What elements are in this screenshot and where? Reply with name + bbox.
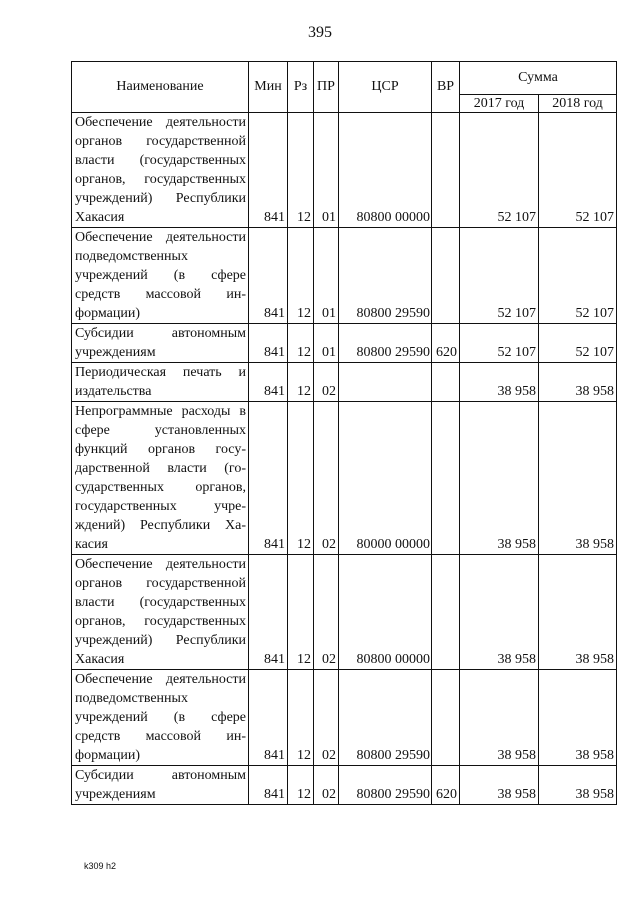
row-min-cell: 841 — [249, 363, 288, 402]
row-2017-cell: 38 958 — [460, 766, 539, 805]
header-min: Мин — [249, 62, 288, 113]
table-row — [72, 402, 617, 555]
header-sum: Сумма — [460, 62, 617, 95]
row-2017-cell: 38 958 — [460, 555, 539, 670]
row-name-cell: Обеспечение деятельности органов государственной власти (государственных органов, государственных учреждений) Республики Хакасия — [72, 555, 249, 670]
header-rz: Рз — [288, 62, 314, 113]
row-rz-cell: 12 — [288, 766, 314, 805]
row-rz-cell: 12 — [288, 113, 314, 228]
row-csr-cell: 80800 00000 — [339, 113, 432, 228]
row-2018-cell: 38 958 — [539, 363, 617, 402]
row-csr-cell: 80800 29590 — [339, 670, 432, 766]
row-name-cell: Субсидии автономным учреждениям — [72, 324, 249, 363]
row-vr-cell — [432, 363, 460, 402]
header-year-2017: 2017 год — [460, 95, 539, 113]
row-pr-cell: 02 — [314, 402, 339, 555]
row-pr-cell: 02 — [314, 363, 339, 402]
row-min-cell: 841 — [249, 113, 288, 228]
row-csr-cell: 80800 29590 — [339, 766, 432, 805]
row-name-cell: Периодическая печать и издательства — [72, 363, 249, 402]
header-year-2018: 2018 год — [539, 95, 617, 113]
row-csr-cell — [339, 363, 432, 402]
row-rz-cell: 12 — [288, 555, 314, 670]
row-vr-cell: 620 — [432, 766, 460, 805]
row-rz-cell: 12 — [288, 324, 314, 363]
row-vr-cell — [432, 670, 460, 766]
row-pr-cell: 01 — [314, 113, 339, 228]
row-pr-cell: 02 — [314, 555, 339, 670]
row-name-cell: Субсидии автономным учреждениям — [72, 766, 249, 805]
row-csr-cell: 80800 29590 — [339, 228, 432, 324]
row-rz-cell: 12 — [288, 228, 314, 324]
row-min-cell: 841 — [249, 402, 288, 555]
row-pr-cell: 01 — [314, 228, 339, 324]
row-vr-cell — [432, 555, 460, 670]
row-min-cell: 841 — [249, 670, 288, 766]
row-rz-cell: 12 — [288, 402, 314, 555]
row-2017-cell: 52 107 — [460, 324, 539, 363]
footer-code: k309 h2 — [84, 861, 117, 871]
row-name-cell: Обеспечение деятельности подведомственных учреждений (в сфере средств массовой информации) — [72, 228, 249, 324]
page-number: 395 — [308, 24, 332, 41]
row-name-cell: Обеспечение деятельности подведомственных учреждений (в сфере средств массовой информации) — [72, 670, 249, 766]
row-2017-cell: 38 958 — [460, 363, 539, 402]
row-pr-cell: 02 — [314, 766, 339, 805]
row-2018-cell: 38 958 — [539, 670, 617, 766]
row-pr-cell: 02 — [314, 670, 339, 766]
row-2018-cell: 38 958 — [539, 402, 617, 555]
row-rz-cell: 12 — [288, 363, 314, 402]
row-vr-cell — [432, 402, 460, 555]
row-rz-cell: 12 — [288, 670, 314, 766]
row-min-cell: 841 — [249, 766, 288, 805]
row-2017-cell: 38 958 — [460, 402, 539, 555]
table-row — [72, 670, 617, 766]
header-csr: ЦСР — [339, 62, 432, 113]
row-csr-cell: 80800 00000 — [339, 555, 432, 670]
table-row — [72, 228, 617, 324]
row-2018-cell: 38 958 — [539, 555, 617, 670]
header-vr: ВР — [432, 62, 460, 113]
budget-table — [71, 61, 617, 805]
row-vr-cell: 620 — [432, 324, 460, 363]
row-pr-cell: 01 — [314, 324, 339, 363]
row-csr-cell: 80000 00000 — [339, 402, 432, 555]
row-2018-cell: 52 107 — [539, 228, 617, 324]
row-min-cell: 841 — [249, 555, 288, 670]
table-row — [72, 766, 617, 805]
row-2017-cell: 52 107 — [460, 113, 539, 228]
row-min-cell: 841 — [249, 324, 288, 363]
header-pr: ПР — [314, 62, 339, 113]
row-vr-cell — [432, 113, 460, 228]
table-row — [72, 113, 617, 228]
row-2018-cell: 38 958 — [539, 766, 617, 805]
table-row — [72, 324, 617, 363]
table-row — [72, 555, 617, 670]
row-name-cell: Обеспечение деятельности органов государственной власти (государственных органов, государственных учреждений) Республики Хакасия — [72, 113, 249, 228]
row-name-cell: Непрограммные расходы в сфере установленных функций органов государственной власти (государственных органов, государственных учреждений) Республики Хакасия — [72, 402, 249, 555]
row-2018-cell: 52 107 — [539, 324, 617, 363]
row-csr-cell: 80800 29590 — [339, 324, 432, 363]
header-name: Наименование — [72, 62, 249, 113]
row-2018-cell: 52 107 — [539, 113, 617, 228]
row-2017-cell: 38 958 — [460, 670, 539, 766]
table-row — [72, 363, 617, 402]
row-min-cell: 841 — [249, 228, 288, 324]
row-2017-cell: 52 107 — [460, 228, 539, 324]
row-vr-cell — [432, 228, 460, 324]
